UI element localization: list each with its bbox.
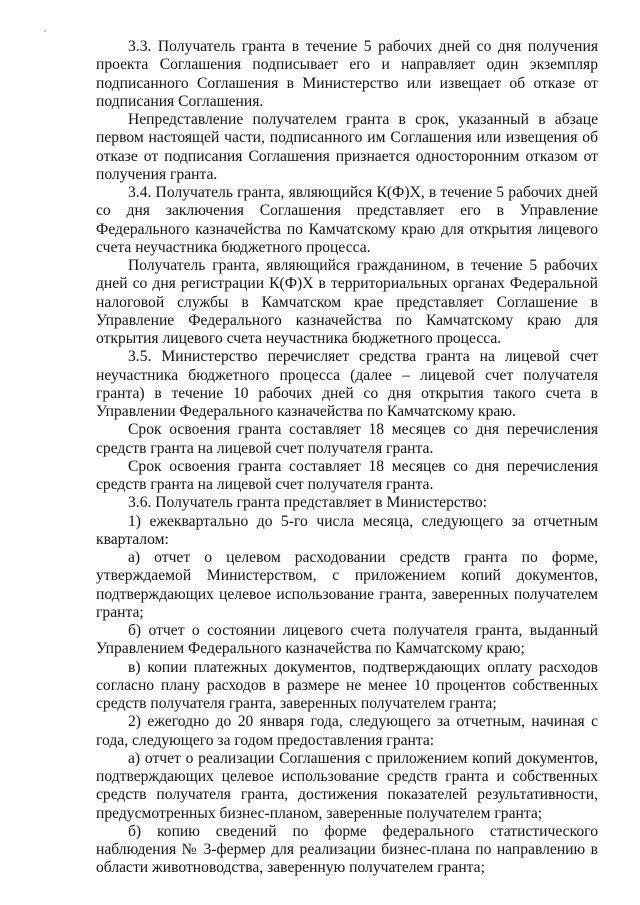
paragraph-3-4: 3.4. Получатель гранта, являющийся К(Ф)Х, в течение 5 рабочих дней со дня заключения Соглашения представляет его в Управление Федерального казначейства по Камчатскому краю для открытия лицевого счета неучастника бюджетного процесса.	[96, 184, 598, 256]
scan-speck	[44, 30, 46, 32]
list-item-2: 2) ежегодно до 20 января года, следующего за отчетным, начиная с года, следующего за годом предоставления гранта:	[96, 713, 598, 749]
paragraph-3-3: 3.3. Получатель гранта в течение 5 рабочих дней со дня получения проекта Соглашения подписывает его и направляет один экземпляр подписанного Соглашения в Министерство или извещает об отказе от подписания Соглашения.	[96, 38, 598, 110]
paragraph-citizen-recipient: Получатель гранта, являющийся гражданином, в течение 5 рабочих дней со дня регистрации К(Ф)Х в территориальных органах Федеральной налоговой службы в Камчатском крае представляет Соглашение в Управление Федерального казначейства по Камчатскому краю для открытия лицевого счета неучастника бюджетного процесса.	[96, 257, 598, 347]
document-body	[96, 38, 598, 878]
list-item-1b: б) отчет о состоянии лицевого счета получателя гранта, выданный Управлением Федерального казначейства по Камчатскому краю;	[96, 622, 598, 658]
paragraph-3-6: 3.6. Получатель гранта представляет в Министерство:	[128, 494, 488, 512]
paragraph-grant-term-1: Срок освоения гранта составляет 18 месяцев со дня перечисления средств гранта на лицевой счет получателя гранта.	[96, 421, 598, 457]
list-item-1c: в) копии платежных документов, подтверждающих оплату расходов согласно плану расходов в размере не менее 10 процентов собственных средств получателя гранта, заверенных получателем гранта;	[96, 658, 598, 712]
paragraph-non-submission: Непредставление получателем гранта в срок, указанный в абзаце первом настоящей части, подписанного им Соглашения или извещения об отказе от подписания Соглашения признается односторонним отказом от получения гранта.	[96, 111, 598, 183]
paragraph-3-5: 3.5. Министерство перечисляет средства гранта на лицевой счет неучастника бюджетного процесса (далее – лицевой счет получателя гранта) в течение 10 рабочих дней со дня открытия такого счета в Управлении Федерального казначейства по Камчатскому краю.	[96, 348, 598, 420]
list-item-2b: б) копию сведений по форме федерального статистического наблюдения № 3-фермер для реализации бизнес-плана по направлению в области животноводства, заверенную получателем гранта;	[96, 822, 598, 877]
list-item-2a: а) отчет о реализации Соглашения с приложением копий документов, подтверждающих целевое использование средств гранта и собственных средств получателя гранта, достижения показателей результативности, предусмотренных бизнес-планом, заверенные получателем гранта;	[96, 749, 598, 822]
paragraph-grant-term-2: Срок освоения гранта составляет 18 месяцев со дня перечисления средств гранта на лицевой счет получателя гранта.	[96, 457, 598, 493]
list-item-1: 1) ежеквартально до 5-го числа месяца, следующего за отчетным кварталом:	[96, 512, 598, 548]
list-item-1a: а) отчет о целевом расходовании средств гранта по форме, утверждаемой Министерством, с приложением копий документов, подтверждающих целевое использование гранта, заверенных получателем гранта;	[96, 549, 598, 621]
